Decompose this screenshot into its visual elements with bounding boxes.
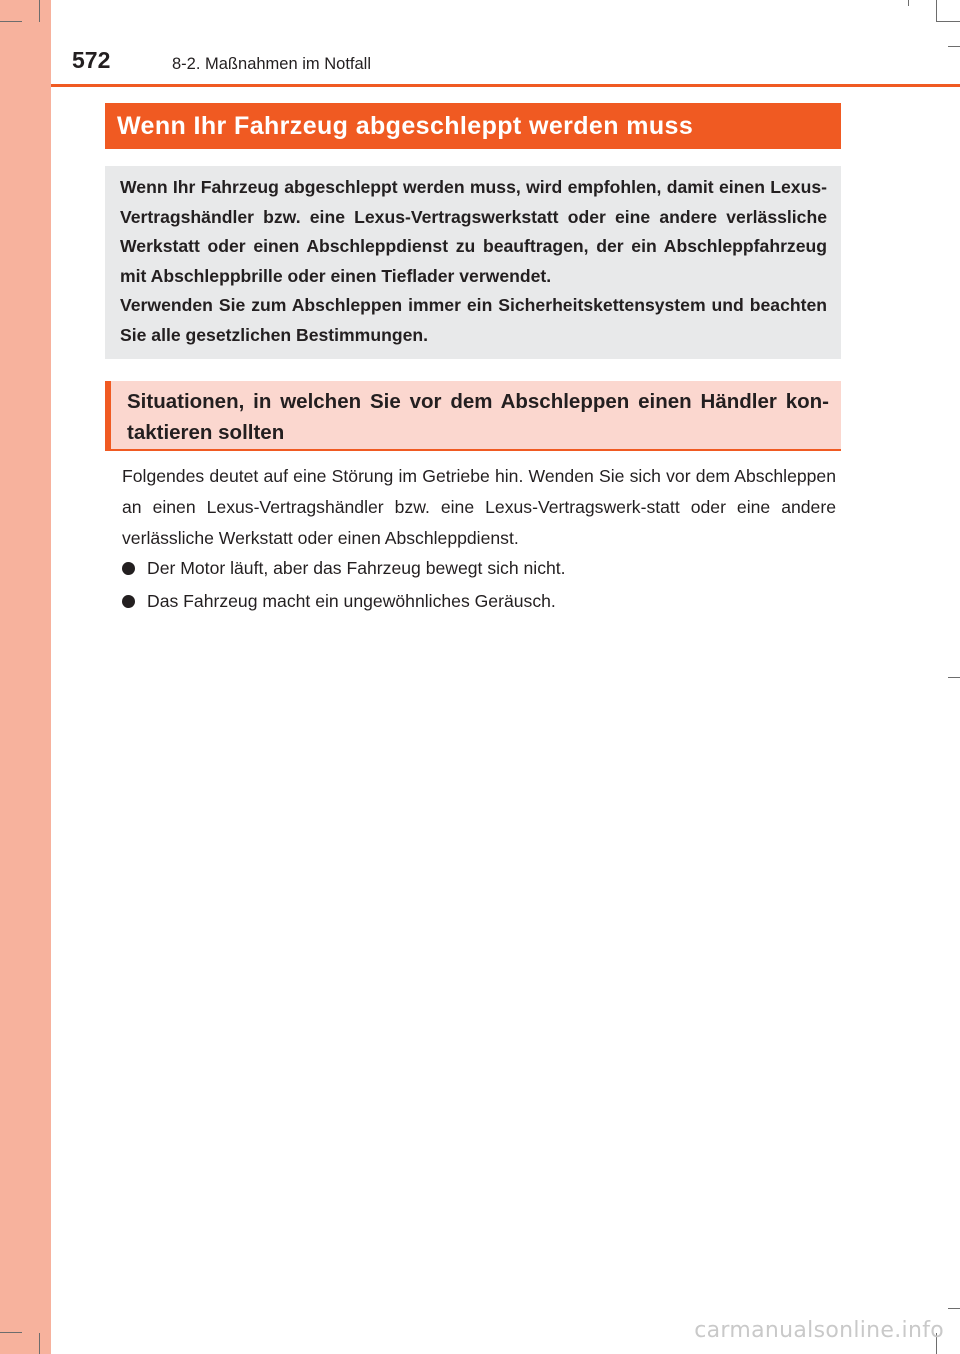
bullet-icon — [122, 595, 135, 608]
subsection-header — [105, 381, 841, 451]
bullet-icon — [122, 562, 135, 575]
subsection-rule — [105, 449, 841, 451]
list-item — [122, 586, 836, 617]
side-color-strip — [0, 0, 51, 1354]
watermark: carmanualsonline.info — [694, 1318, 944, 1343]
list-item — [122, 553, 836, 584]
chapter-title: 8-2. Maßnahmen im Notfall — [172, 55, 371, 73]
page-header — [51, 0, 960, 88]
body-paragraph: Folgendes deutet auf eine Störung im Getriebe hin. Wenden Sie sich vor dem Abschleppen an einen Lexus-Vertragshändler bzw. eine Lexus-Vertragswerk-statt oder eine andere verlässliche Werkstatt oder einen Abschleppdienst. — [122, 466, 836, 548]
crop-mark — [39, 0, 40, 22]
main-section-title: Wenn Ihr Fahrzeug abgeschleppt werden muss — [105, 103, 841, 149]
crop-mark — [948, 677, 960, 678]
crop-mark — [0, 21, 22, 22]
intro-paragraph: Verwenden Sie zum Abschleppen immer ein Sicherheitskettensystem und beachten Sie alle gesetzlichen Bestimmungen. — [120, 295, 827, 345]
page-number: 572 — [72, 47, 111, 73]
subsection-title: Situationen, in welchen Sie vor dem Abschleppen einen Händler kon-taktieren sollten — [127, 390, 829, 444]
header-rule — [51, 84, 960, 87]
intro-paragraph: Wenn Ihr Fahrzeug abgeschleppt werden muss, wird empfohlen, damit einen Lexus-Vertragshändler bzw. eine Lexus-Vertragswerkstatt oder eine andere verlässliche Werkstatt oder einen Abschleppdienst zu beauftragen, der ein Abschleppfahrzeug mit Abschleppbrille oder einen Tieflader verwendet. — [120, 177, 827, 286]
list-item-text: Der Motor läuft, aber das Fahrzeug bewegt sich nicht. — [147, 558, 566, 578]
intro-box — [105, 166, 841, 359]
list-item-text: Das Fahrzeug macht ein ungewöhnliches Geräusch. — [147, 591, 556, 611]
crop-mark — [39, 1333, 40, 1354]
crop-mark — [0, 1332, 22, 1333]
crop-mark — [948, 1308, 960, 1309]
